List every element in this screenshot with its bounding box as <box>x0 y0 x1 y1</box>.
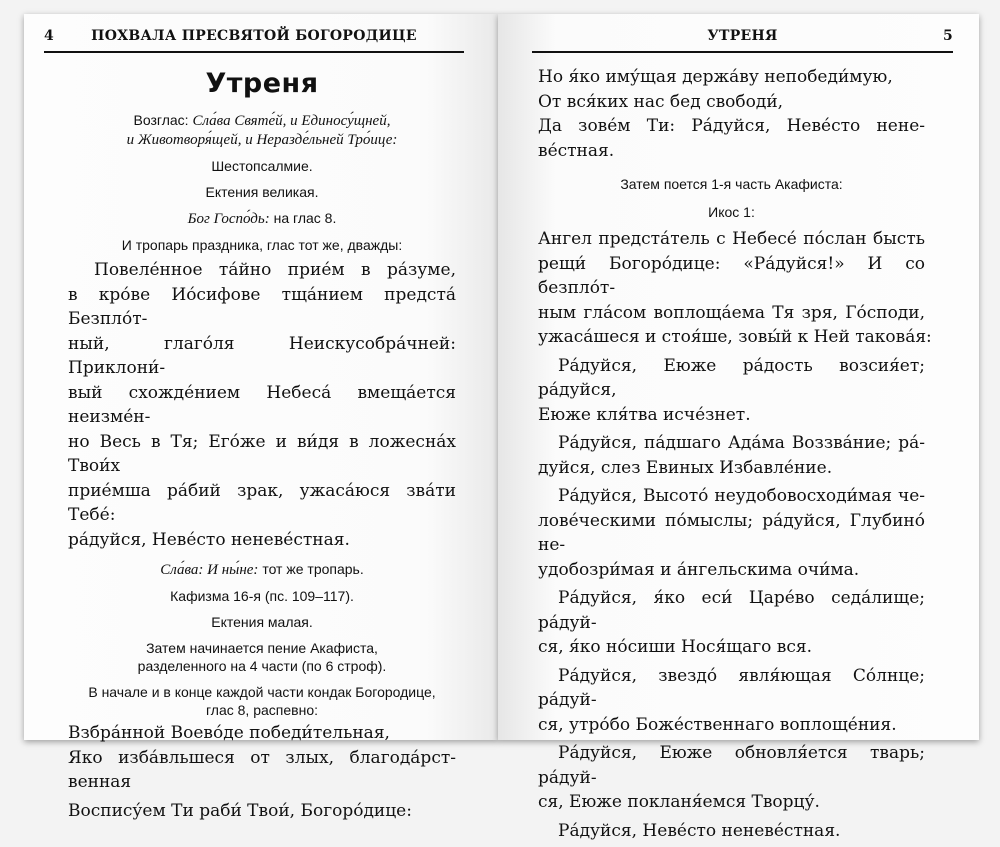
left-page-content <box>68 62 456 827</box>
rubric-bog-gospod-italic: Бог Госпо́дь: <box>187 211 270 227</box>
rubric-part-1: Затем поется 1-я часть Акафиста: <box>620 176 843 192</box>
right-page <box>498 14 979 841</box>
ikos-line: рещи́ Богоро́дице: «Ра́дуйся!» И со безпло́т- <box>538 253 925 298</box>
rubric-shestopsalmie: Шестопсалмие. <box>211 158 313 174</box>
page-number-right: 5 <box>942 28 953 44</box>
rubric-bog-gospod-rest: на глас 8. <box>269 210 337 226</box>
ikos-line: ся, Еюже покланя́емся Творцу́. <box>538 792 820 812</box>
ikos-line: удобозри́мая и а́нгельскима очи́ма. <box>538 559 860 580</box>
ikos-line: лове́ческими по́мыслы; ра́дуйся, Глубино́ не- <box>538 510 925 555</box>
kondak-cont-line: Но я́ко иму́щая держа́ву непобеди́мую, <box>538 67 893 87</box>
rubric-slava-rest: тот же тропарь. <box>258 561 364 577</box>
ikos-line: Ра́дуйся, Еюже обновля́ется тварь; ра́дуй- <box>538 743 925 788</box>
rubric-ikos-1: Икос 1: <box>708 204 755 220</box>
ikos-line: Ра́дуйся, па́дшаго Ада́ма Воззва́ние; ра́- <box>558 433 925 453</box>
ikos-paragraph <box>538 484 925 582</box>
rubric-vozglas-text-1: Сла́ва Святе́й, и Единосу́щней, <box>192 113 391 129</box>
kondak-line: Взбра́нной Воево́де победи́тельная, <box>68 723 390 743</box>
open-book <box>24 14 979 841</box>
ikos-line: Еюже кля́тва исче́знет. <box>538 404 751 425</box>
left-page <box>24 14 498 821</box>
header-rule-left <box>44 51 464 53</box>
ikos-paragraph <box>538 586 925 660</box>
kondak-cont-line: От вся́ких нас бед свободи́, <box>538 91 784 112</box>
troparion-line: ра́дуйся, Неве́сто неневе́стная. <box>68 529 350 550</box>
kondak-line: венная <box>68 772 132 792</box>
kondak-cont-line: ве́стная. <box>538 140 615 161</box>
kondak-continuation <box>538 65 925 163</box>
troparion-line: прие́мша ра́бий зрак, ужаса́юся зва́ти Тебе́: <box>68 480 456 525</box>
rubric-akathist-2: разделенного на 4 части (по 6 строф). <box>137 658 387 674</box>
ikos-line: Ра́дуйся, звездо́ явля́ющая Со́лнце; ра́дуй- <box>538 665 925 710</box>
ikos-line: Ра́дуйся, Высото́ неудобовосходи́мая че- <box>558 486 925 506</box>
rubric-tropar: И тропарь праздника, глас тот же, дважды: <box>121 237 403 253</box>
rubric-kondak-1: В начале и в конце каждой части кондак Богородице, <box>88 684 436 700</box>
ikos-paragraph <box>538 741 925 815</box>
kondak-cont-line: Да зове́м Ти: Ра́дуйся, Неве́сто нене- <box>538 116 925 136</box>
page-number-left: 4 <box>44 28 55 44</box>
running-title-right: УТРЕНЯ <box>707 28 778 44</box>
ikos-line: Ра́дуйся, Еюже ра́дость возсия́ет; ра́дуйся, <box>538 355 925 400</box>
rubric-vozglas-text-2: и Животворя́щей, и Неразде́льней Тро́ице: <box>126 132 398 148</box>
troparion-line: ный, глаго́ля Неискусобра́чней: Приклони́- <box>68 333 456 378</box>
right-page-content <box>538 65 932 847</box>
header-rule-right <box>532 51 953 53</box>
ikos-paragraph <box>538 664 925 738</box>
ikos-paragraph <box>538 354 925 428</box>
ikos-line: ным гла́сом воплоща́ема Тя зря, Го́споди, <box>538 302 925 323</box>
rubric-ektenia-malaya: Ектения малая. <box>211 614 313 630</box>
rubric-vozglas <box>68 111 456 149</box>
ikos-line: дуйся, слез Евиных Избавле́ние. <box>538 457 833 478</box>
rubric-vozglas-label: Возглас: <box>133 112 193 128</box>
troparion-text <box>68 258 456 552</box>
rubric-slava-italic: Сла́ва: И ны́не: <box>160 562 259 578</box>
troparion-line: Повеле́нное та́йно прие́м в ра́зуме, <box>94 260 456 280</box>
left-running-head <box>44 28 464 50</box>
troparion-line: вый схожде́нием Небеса́ вмеща́ется неизме́н- <box>68 382 456 427</box>
ikos-line: ся, я́ко но́сиши Нося́щаго вся. <box>538 637 813 657</box>
kondak-line: Яко изба́вльшеся от злых, благода́рст- <box>68 747 456 768</box>
rubric-kondak-2: глас 8, распевно: <box>206 702 318 718</box>
running-title-left: ПОХВАЛА ПРЕСВЯТОЙ БОГОРОДИЦЕ <box>91 28 417 44</box>
ikos-line: ся, утро́бо Боже́ственнаго воплоще́ния. <box>538 714 897 735</box>
ikos-line: Ра́дуйся, Неве́сто неневе́стная. <box>558 820 841 841</box>
rubric-ektenia-velikaya: Ектения великая. <box>205 184 319 200</box>
section-title: Утреня <box>205 68 319 99</box>
rubric-akathist <box>68 639 456 675</box>
rubric-kondak <box>68 683 456 719</box>
troparion-line: в кро́ве Ио́сифове тща́нием предста́ Безпло́т- <box>68 284 456 329</box>
right-running-head <box>532 28 953 50</box>
rubric-akathist-1: Затем начинается пение Акафиста, <box>146 640 378 656</box>
ikos-paragraph <box>538 819 925 844</box>
ikos-paragraph <box>538 431 925 480</box>
rubric-slava <box>68 560 456 579</box>
ikos-line: ужаса́шеся и стоя́ше, зовы́й к Ней такова́я: <box>538 327 932 347</box>
kondak-text <box>68 721 456 823</box>
ikos-paragraph <box>538 227 932 350</box>
troparion-line: но Весь в Тя; Его́же и ви́дя в ложесна́х Твои́х <box>68 431 456 476</box>
ikos-line: Ра́дуйся, я́ко еси́ Царе́во седа́лище; ра́дуй- <box>538 588 925 633</box>
ikos-line: Ангел предста́тель с Небесе́ по́слан бысть <box>538 229 925 249</box>
rubric-kafisma: Кафизма 16-я (пс. 109–117). <box>170 588 354 604</box>
kondak-line: Воспису́ем Ти раби́ Твои́, Богоро́дице: <box>68 800 412 821</box>
rubric-bog-gospod <box>68 209 456 228</box>
